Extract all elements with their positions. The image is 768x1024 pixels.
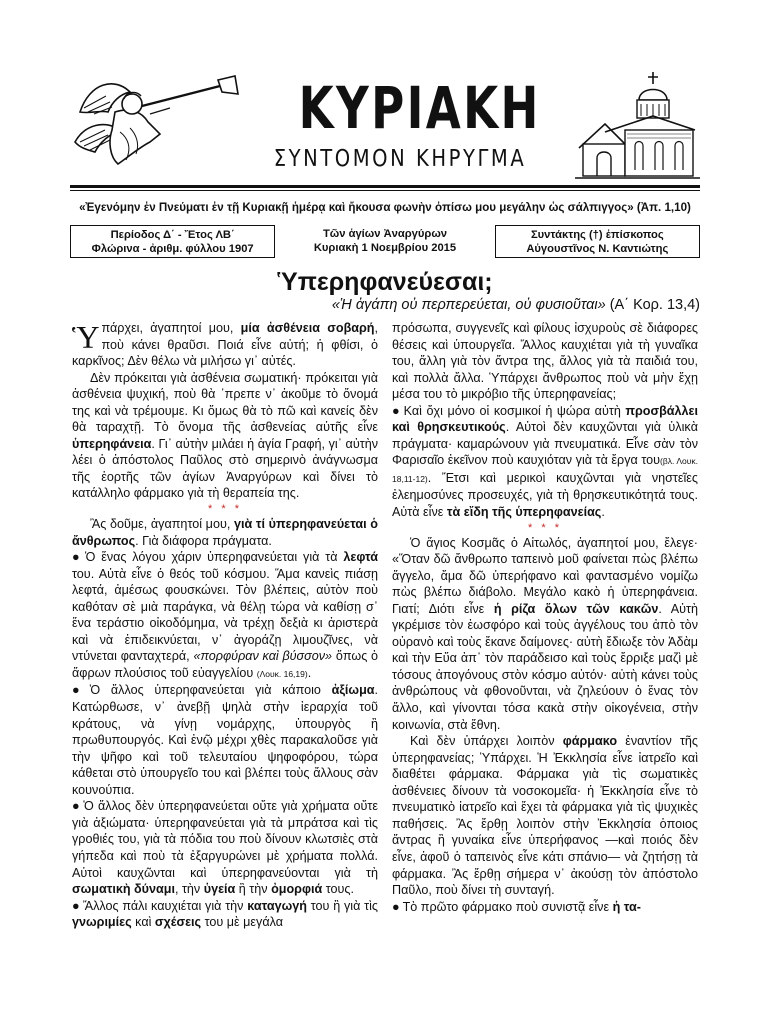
left-column bbox=[72, 320, 378, 931]
masthead-title: ΚΥΡΙΑΚΗ bbox=[298, 74, 541, 142]
section-divider-stars: * * * bbox=[208, 503, 242, 516]
bullet-paragraph: ● Ὁ ἄλλος ὑπερηφανεύεται γιὰ κάποιο ἀξίωμα. Κατώρθωσε, ν᾽ ἀνεβῇ ψηλὰ στὴν ἱεραρχία τοῦ κράτους, νὰ γίνῃ νομάρχης, ὑπουργὸς ἢ πρωθυπουργός. Καὶ ἐνῷ μέχρι χθὲς παρακαλοῦσε γιὰ τὴν ψῆφο καὶ τοῦ τελευταίου ψηφοφόρου, τώρα κάθεται στὸ ὑπουργεῖο του καὶ βλέπει τοὺς ἄλλους σὰν κουνούπια. bbox=[72, 682, 378, 798]
bullet-paragraph: ● Καὶ ὄχι μόνο οἱ κοσμικοί ἡ ψώρα αὐτὴ προσβάλλει καὶ θρησκευτικούς. Αὐτοὶ δὲν καυχῶνται γιὰ ὑλικὰ πράγματα· καμαρώνουν γιὰ πνευματικά. Εἶνε σὰν τὸν Φαρισαῖο ἐκεῖνον ποὺ καυχιόταν γιὰ τὰ ἔργα του(βλ. Λουκ. 18,11-12). Ἔτσι καὶ μερικοὶ καυχῶνται γιὰ νηστεῖες ἐλεημοσύνες προσευχές, γιὰ τὴ θρησκευτικότητά τους. Αὐτὰ εἶνε τὰ εἴδη τῆς ὑπερηφανείας. bbox=[392, 403, 698, 521]
paragraph: Δὲν πρόκειται γιὰ ἀσθένεια σωματική· πρόκειται γιὰ ἀσθένεια ψυχική, ποὺ θὰ ᾽πρεπε ν᾽ ἀκοῦμε τὸ ὄνομά της καὶ νὰ τρέμουμε. Κι ὅμως θὰ τὸ πῶ καὶ κανείς δὲν θὰ ταραχτῇ. Τὸ ὄνομα τῆς ἀσθενείας αὐτῆς εἶνε ὑπερηφάνεια. Γι᾽ αὐτὴν μιλάει ἡ ἁγία Γραφή, γι᾽ αὐτὴν λέει ὁ ἀπόστολος Παῦλος στὸ σημερινὸ ἀνάγνωσμα τῆς ἑορτῆς τῶν ἁγίων Ἀναργύρων καὶ δίνει τὸ κατάλληλο φάρμακο γιὰ τὴ θεραπεία της. bbox=[72, 370, 378, 501]
masthead bbox=[70, 70, 700, 185]
issue-period-box bbox=[70, 225, 275, 258]
church-illustration bbox=[575, 70, 700, 180]
bullet-paragraph: ● Ἄλλος πάλι καυχιέται γιὰ τὴν καταγωγή του ἢ γιὰ τὶς γνωριμίες καὶ σχέσεις του μὲ μεγάλα bbox=[72, 898, 378, 931]
author-role: Συντάκτης (†) ἐπίσκοπος bbox=[530, 229, 664, 241]
paragraph: Ἂς δοῦμε, ἀγαπητοί μου, γιὰ τί ὑπερηφανεύεται ὁ ἄνθρωπος. Γιὰ διάφορα πράγματα. bbox=[72, 517, 378, 548]
bullet-paragraph: ● Ὁ ἄλλος δὲν ὑπερηφανεύεται οὔτε γιὰ χρήματα οὔτε γιὰ ἀξιώματα· ὑπερηφανεύεται γιὰ τὰ μπράτσα καὶ τὶς γροθιές του, γιὰ τὰ πόδια του ποὺ δίνουν κλωτσιὲς στὰ γήπεδα καὶ ποὺ τὰ ἐξαργυρώνει μὲ χρήματα πολλά. Αὐτοὶ καυχῶνται καὶ ὑπερηφανεύονται γιὰ τὴ σωματικὴ δύναμι, τὴν ὑγεία ἢ τὴν ὀμορφιά τους. bbox=[72, 798, 378, 897]
issue-date-box bbox=[283, 225, 486, 258]
header-rule bbox=[70, 185, 700, 188]
section-divider-stars: * * * bbox=[528, 521, 562, 534]
bullet-paragraph: ● Τὸ πρῶτο φάρμακο ποὺ συνιστᾷ εἶνε ἡ τα- bbox=[392, 899, 698, 916]
issue-number: Φλώρινα - ἀριθμ. φύλλου 1907 bbox=[91, 243, 254, 255]
author-box bbox=[495, 225, 700, 258]
article-headline: Ὑπερηφανεύεσαι; bbox=[277, 268, 493, 296]
article-subhead bbox=[332, 297, 700, 313]
paragraph: Ὁ ἅγιος Κοσμᾶς ὁ Αἰτωλός, ἀγαπητοί μου, ἔλεγε· «Ὅταν δῶ ἄνθρωπο ταπεινὸ μοῦ φαίνεται πὼς βλέπω ἄγγελο, ἄμα δῶ ὑπερήφανο καὶ φαντασμένο νομίζω πὼς βλέπω διάβολο. Μεγάλο κακὸ ἡ ὑπερηφάνεια. Γιατί; Διότι εἶνε ἡ ρίζα ὅλων τῶν κακῶν. Αὐτὴ γκρέμισε τὸν ἑωσφόρο καὶ τοὺς ἀγγέλους του ἀπὸ τὸν οὐρανὸ καὶ τοὺς ἔκανε δαίμονες· αὐτὴ ἔδιωξε τὸν Ἀδὰμ καὶ τὴν Εὔα ἀπ᾽ τὸν παράδεισο καὶ τοὺς ἔρριξε μαζὶ μὲ τόσους ἀπογόνους στὸν κόσμο αὐτόν· αὐτὴ κάνει τοὺς ἀνθρώπους νὰ φθονοῦνται, νὰ ζηλεύουν ὁ ἕνας τὸν ἄλλο, καὶ γίνονται τόσα κακὰ στὴν οἰκογένεια, στὴν κοινωνία, στὰ ἔθνη. bbox=[392, 535, 698, 732]
bullet-paragraph: ● Ὁ ἕνας λόγου χάριν ὑπερηφανεύεται γιὰ τὰ λεφτά του. Αὐτὰ εἶνε ὁ θεός τοῦ κόσμου. Ἅμα κανεὶς πιάσῃ λεφτά, ἀμέσως φουσκώνει. Τὸν βλέπεις, αὐτὸν ποὺ καθόταν σὲ μιὰ παράγκα, νὰ θέλῃ τώρα νὰ καθίσῃ σ᾽ ἕνα τεράστιο οἰκοδόμημα, νὰ τρέχῃ δεξιὰ κι ἀριστερὰ καὶ νὰ ἐπιδεικνύεται, ν᾽ ἀγοράζῃ λιμουζῖνες, νὰ ντύνεται φανταχτερά, «πορφύραν καὶ βύσσον» ὅπως ὁ ἄφρων πλούσιος τοῦ εὐαγγελίου (Λουκ. 16,19). bbox=[72, 549, 378, 682]
feast-name: Τῶν ἁγίων Ἀναργύρων bbox=[322, 228, 447, 240]
subhead-reference: (Α΄ Κορ. 13,4) bbox=[609, 297, 700, 313]
paragraph: Καὶ δὲν ὑπάρχει λοιπὸν φάρμακο ἐναντίον τῆς ὑπερηφανείας; Ὑπάρχει. Ἡ Ἐκκλησία εἶνε ἰατρεῖο καὶ διαθέτει φάρμακα. Φάρμακα γιὰ τὶς σωματικὲς ἀσθένειες δίνουν τὰ νοσοκομεῖα· ἡ Ἐκκλησία εἶνε τὸ πνευματικὸ ἰατρεῖο καὶ ἔχει τὰ φάρμακα γιὰ τὶς ψυχικὲς παθήσεις. Ἂς ἔρθῃ λοιπὸν στὴν Ἐκκλησία ὁποιος ἄντρας ἢ γυναίκα εἶνε ὑπερήφανος —καὶ ποιός δὲν εἶνε, ἀφοῦ ὁ ταπεινὸς εἶνε κάτι σπάνιο— νὰ ζητήσῃ τὰ φάρμακα. Ἂς ἔρθῃ σήμερα ν᾽ ἀκούσῃ τὸν ἀπόστολο Παῦλο, ποὺ δίνει τὴ συνταγή. bbox=[392, 734, 699, 898]
subhead-quote: «Ἡ ἀγάπη οὐ περπερεύεται, οὐ φυσιοῦται» bbox=[331, 297, 606, 313]
paragraph: Ὑπάρχει, ἀγαπητοί μου, μία ἀσθένεια σοβαρή, ποὺ κάνει θραῦσι. Ποιά εἶνε αὐτή; ἡ φθίσι, ὁ καρκῖνος; Δὲν θέλω νὰ μιλήσω γι᾽ αὐτές. bbox=[72, 319, 378, 369]
epigraph: «Ἐγενόμην ἐν Πνεύματι ἐν τῇ Κυριακῇ ἡμέρᾳ καὶ ἤκουσα φωνὴν ὀπίσω μου μεγάλην ὡς σάλπιγγος» (Ἀπ. 1,10) bbox=[79, 201, 691, 214]
right-column bbox=[392, 320, 698, 915]
drop-cap: Ὑ bbox=[72, 319, 100, 355]
header-rule-thin bbox=[70, 190, 700, 191]
masthead-subtitle: ΣΥΝΤΟΜΟΝ ΚΗΡΥΓΜΑ bbox=[273, 146, 527, 172]
paragraph: πρόσωπα, συγγενεῖς καὶ φίλους ἰσχυροὺς σὲ διάφορες θέσεις καὶ ὑπουργεῖα. Ἄλλος καυχιέται γιὰ τὴ γυναῖκα του, ἄλλη γιὰ τὸν ἄντρα της, ἄλλος γιὰ τὰ παιδιά του, καὶ πολλὰ ἄλλα. Ὑπάρχει ἄνθρωπος ποὺ νὰ μὴν ἔχῃ μέσα του τὸ μικρόβιο τῆς ὑπερηφανείας; bbox=[392, 321, 698, 402]
angel-trumpet-illustration bbox=[70, 72, 245, 172]
author-name: Αὐγουστῖνος Ν. Καντιώτης bbox=[526, 243, 669, 255]
issue-info-row bbox=[70, 225, 700, 258]
issue-period: Περίοδος Δ΄ - Ἔτος ΛΒ΄ bbox=[110, 229, 235, 241]
issue-date: Κυριακὴ 1 Νοεμβρίου 2015 bbox=[313, 242, 457, 254]
